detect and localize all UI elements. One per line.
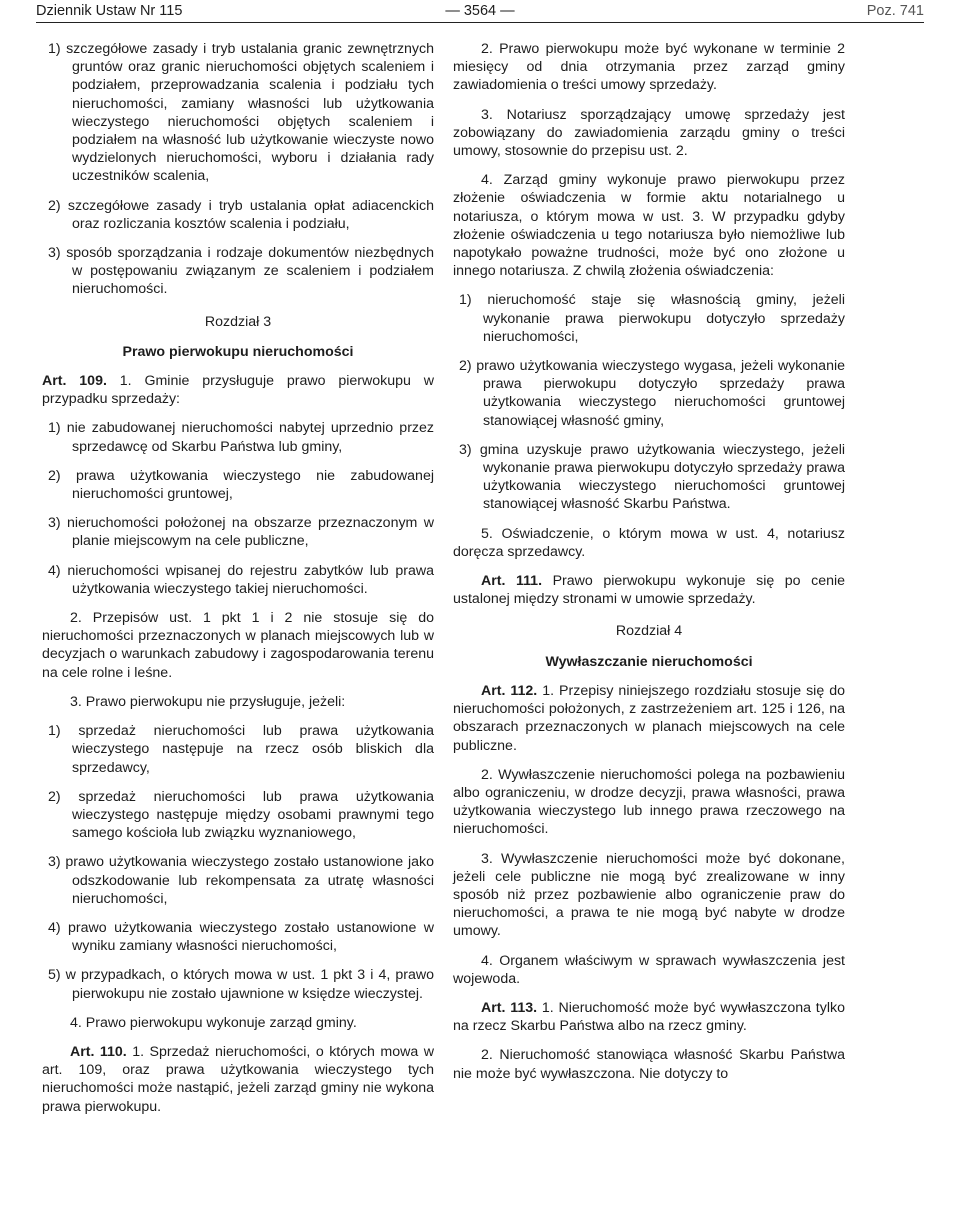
list-item: 2) prawa użytkowania wieczystego nie zabudowanej nieruchomości gruntowej,	[48, 467, 434, 503]
chapter-title: Prawo pierwokupu nieruchomości	[122, 343, 354, 360]
article-109	[42, 372, 434, 408]
article-text: 1. Sprzedaż nieruchomości, o których mowa w art. 109, oraz prawa użytkowania wieczystego tych nieruchomości może nastąpić, jeżeli zarząd gminy nie wykona prawa pierwokupu.	[42, 1043, 434, 1115]
paragraph: 5. Oświadczenie, o którym mowa w ust. 4, notariusz doręcza sprzedawcy.	[453, 525, 845, 560]
article-label: Art. 112.	[481, 682, 538, 699]
article-text: 1. Gminie przysługuje prawo pierwokupu w przypadku sprzedaży:	[42, 373, 434, 408]
list-item: 1) sprzedaż nieruchomości lub prawa użytkowania wieczystego następuje na rzecz osób bliskich dla sprzedawcy,	[48, 723, 434, 776]
list-item: 2) szczegółowe zasady i tryb ustalania opłat adiacenckich oraz rozliczania kosztów scalenia i podziału,	[48, 197, 434, 232]
paragraph: 4. Zarząd gminy wykonuje prawo pierwokupu przez złożenie oświadczenia w formie aktu notarialnego u notariusza, o którym mowa w ust. 3. W przypadku gdyby złożenie oświadczenia u tego notariusza było niemożliwe lub napotykało poważne trudności, może być ono złożone u innego notariusza. Z chwilą złożenia oświadczenia:	[453, 172, 845, 280]
paragraph: 3. Notariusz sporządzający umowę sprzedaży jest zobowiązany do zawiadomienia zarządu gminy o treści umowy, stosownie do przepisu ust. 2.	[453, 106, 845, 160]
list-item: 1) szczegółowe zasady i tryb ustalania granic zewnętrznych gruntów oraz granic nieruchomości objętych scaleniem i podziałem, przeprowadzania scalenia i podziału tych nieruchomości, zamiany własności lub użytkowania wieczystego nieruchomości objętych scaleniem i podziałem na własność lub użytkowanie wieczyste nowo wydzielonych nieruchomości, wyboru i działania rady uczestników scalenia,	[48, 41, 434, 185]
list-item: 1) nieruchomość staje się własnością gminy, jeżeli wykonanie prawa pierwokupu dotyczyło sprzedaży nieruchomości,	[459, 292, 845, 345]
article-text: 1. Przepisy niniejszego rozdziału stosuje się do nieruchomości położonych, z zastrzeżeniem art. 125 i 126, na obszarach przeznaczonych w planach miejscowych na cele publiczne.	[453, 682, 845, 754]
list-item: 4) prawo użytkowania wieczystego zostało ustanowione w wyniku zamiany własności nieruchomości,	[48, 919, 434, 955]
article-110	[42, 1043, 434, 1116]
list-item: 1) nie zabudowanej nieruchomości nabytej uprzednio przez sprzedawcę od Skarbu Państwa lub gminy,	[48, 420, 434, 455]
chapter-heading: Rozdział 3	[204, 313, 272, 330]
paragraph: 2. Wywłaszczenie nieruchomości polega na pozbawieniu albo ograniczeniu, w drodze decyzji, prawa własności, prawa użytkowania wieczystego lub innego prawa rzeczowego na nieruchomości.	[453, 766, 845, 838]
article-label: Art. 113.	[481, 999, 538, 1016]
right-column	[453, 40, 845, 1094]
list-item: 5) w przypadkach, o których mowa w ust. 1 pkt 3 i 4, prawo pierwokupu nie zostało ujawnione w księdze wieczystej.	[48, 967, 434, 1002]
position-number: Poz. 741	[866, 3, 924, 19]
chapter-title: Wywłaszczanie nieruchomości	[545, 653, 753, 670]
paragraph: 2. Nieruchomość stanowiąca własność Skarbu Państwa nie może być wywłaszczona. Nie dotyczy to	[453, 1047, 845, 1082]
article-text: Prawo pierwokupu wykonuje się po cenie ustalonej między stronami w umowie sprzedaży.	[453, 573, 846, 608]
article-113	[453, 999, 845, 1035]
article-text: 1. Nieruchomość może być wywłaszczona tylko na rzecz Skarbu Państwa albo na rzecz gminy.	[453, 999, 845, 1035]
list-item: 3) prawo użytkowania wieczystego zostało ustanowione jako odszkodowanie lub rekompensata za utratę własności nieruchomości,	[48, 854, 434, 907]
paragraph: 3. Prawo pierwokupu nie przysługuje, jeżeli:	[70, 693, 346, 710]
article-label: Art. 111.	[481, 573, 543, 590]
list-item: 3) nieruchomości położonej na obszarze przeznaczonym w planie miejscowym na cele publiczne,	[48, 515, 434, 550]
paragraph: 4. Prawo pierwokupu wykonuje zarząd gminy.	[70, 1014, 357, 1031]
article-112	[453, 682, 845, 755]
paragraph: 3. Wywłaszczenie nieruchomości może być dokonane, jeżeli cele publiczne nie mogą być zrealizowane w inny sposób niż przez pozbawienie albo ograniczenie praw do nieruchomości, a prawa te nie mogą być nabyte w drodze umowy.	[453, 850, 845, 940]
paragraph: 2. Prawo pierwokupu może być wykonane w terminie 2 miesięcy od dnia otrzymania przez zarząd gminy zawiadomienia o treści umowy sprzedaży.	[453, 41, 845, 94]
list-item: 3) gmina uzyskuje prawo użytkowania wieczystego, jeżeli wykonanie prawa pierwokupu dotyczyło sprzedaży prawa użytkowania wieczystego nieruchomości gruntowej stanowiącej własność Skarbu Państwa.	[459, 441, 845, 513]
page-number: — 3564 —	[445, 3, 515, 19]
paragraph: 4. Organem właściwym w sprawach wywłaszczenia jest wojewoda.	[453, 952, 845, 987]
journal-title: Dziennik Ustaw Nr 115	[36, 3, 183, 19]
paragraph: 2. Przepisów ust. 1 pkt 1 i 2 nie stosuje się do nieruchomości przeznaczonych w planach miejscowych lub w decyzjach o warunkach zabudowy i zagospodarowania terenu na cele rolne i leśne.	[42, 610, 434, 681]
list-item: 4) nieruchomości wpisanej do rejestru zabytków lub prawa użytkowania wieczystego takiej nieruchomości.	[48, 562, 434, 597]
chapter-heading: Rozdział 4	[615, 623, 683, 640]
list-item: 2) prawo użytkowania wieczystego wygasa, jeżeli wykonanie prawa pierwokupu dotyczyło sprzedaży prawa użytkowania wieczystego nieruchomości gruntowej stanowiącej własność gminy,	[459, 358, 845, 429]
left-column	[42, 40, 434, 1127]
list-item: 3) sposób sporządzania i rodzaje dokumentów niezbędnych w postępowaniu związanym ze scaleniem i podziałem nieruchomości.	[48, 245, 434, 298]
article-label: Art. 110.	[70, 1043, 127, 1060]
article-label: Art. 109.	[42, 373, 107, 390]
article-111	[453, 572, 845, 608]
list-item: 2) sprzedaż nieruchomości lub prawa użytkowania wieczystego następuje między osobami prawnymi tego samego kościoła lub związku wyznaniowego,	[48, 788, 434, 842]
page-header	[36, 0, 924, 23]
